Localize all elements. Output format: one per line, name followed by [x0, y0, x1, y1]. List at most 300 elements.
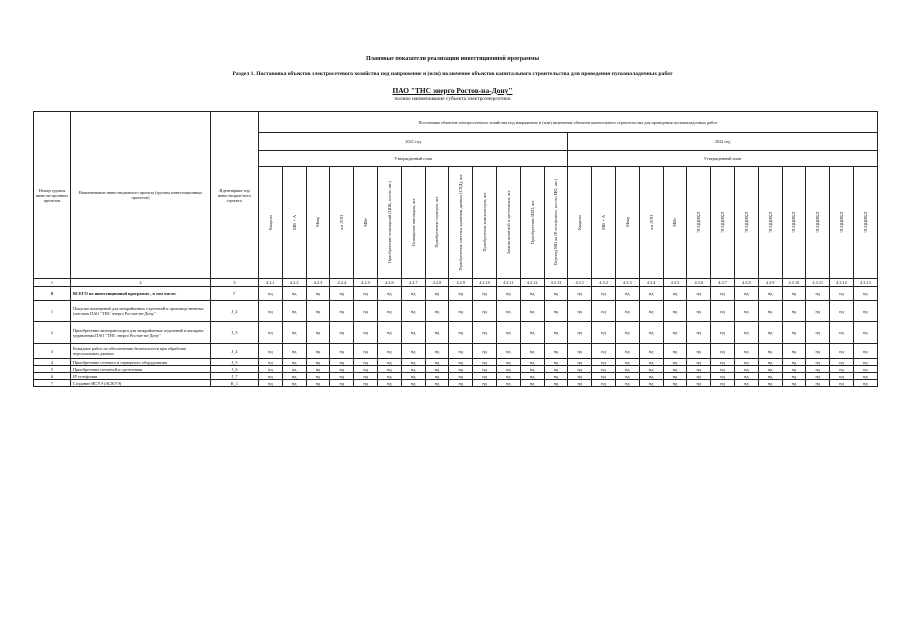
investment-plan-table [33, 111, 878, 387]
row-value-cell: нд [853, 287, 877, 301]
row-project-id: J_6 [211, 366, 259, 373]
row-value-cell: нд [496, 322, 520, 344]
row-value-cell: нд [687, 366, 711, 373]
row-value-cell: нд [830, 322, 854, 344]
row-value-cell: нд [687, 287, 711, 301]
header-subcolumn [520, 167, 544, 279]
row-value-cell: нд [377, 344, 401, 359]
row-value-cell: нд [473, 287, 497, 301]
row-group-number: 3 [34, 344, 71, 359]
row-value-cell: нд [473, 373, 497, 380]
row-value-cell: нд [711, 287, 735, 301]
column-number: 4.2.11 [496, 279, 520, 287]
row-value-cell: нд [473, 359, 497, 366]
row-project-name: Покупка помещений для межрайонных отделений и производственных участков ПАО "ТНС энерго Ростов-на-Дону" [71, 301, 211, 322]
row-value-cell: нд [687, 380, 711, 387]
row-value-cell: нд [377, 287, 401, 301]
row-value-cell: нд [425, 301, 449, 322]
row-value-cell: нд [639, 359, 663, 366]
row-value-cell: нд [259, 301, 283, 322]
row-value-cell: нд [758, 322, 782, 344]
row-value-cell: нд [592, 344, 616, 359]
column-number: 4.2.1 [259, 279, 283, 287]
section-title: Раздел 1. Постановка объектов электросетевого хозяйства под напряжение и (или) включение объектов капитального строительства для проведения пусконаладочных работ [232, 71, 673, 77]
row-value-cell: нд [520, 322, 544, 344]
row-value-cell: нд [496, 344, 520, 359]
column-number: 4.2.6 [377, 279, 401, 287]
header-subcolumn [568, 167, 592, 279]
row-value-cell: нд [496, 287, 520, 301]
row-value-cell: нд [592, 359, 616, 366]
row-value-cell: нд [711, 380, 735, 387]
row-value-cell: нд [782, 287, 806, 301]
row-value-cell: нд [806, 344, 830, 359]
column-number: 4.2.8 [425, 279, 449, 287]
row-value-cell: нд [354, 380, 378, 387]
column-number: 4.3.6 [687, 279, 711, 287]
row-project-id: J_2 [211, 301, 259, 322]
header-project-id: Идентифика-тор инвестицион-ного проекта [211, 112, 259, 279]
row-value-cell: нд [711, 359, 735, 366]
row-value-cell: нд [425, 380, 449, 387]
row-value-cell: нд [449, 301, 473, 322]
row-value-cell: нд [853, 322, 877, 344]
row-value-cell: нд [734, 287, 758, 301]
row-project-id: J_7 [211, 373, 259, 380]
row-value-cell: нд [782, 301, 806, 322]
header-subcolumn [306, 167, 330, 279]
row-value-cell: нд [806, 287, 830, 301]
row-value-cell: нд [568, 380, 592, 387]
row-value-cell: нд [473, 301, 497, 322]
row-value-cell: нд [544, 366, 568, 373]
header-subcolumn-label: Оснащение автопарка, шт. [410, 197, 416, 247]
header-subcolumn [687, 167, 711, 279]
row-value-cell: нд [306, 380, 330, 387]
row-value-cell: нд [734, 366, 758, 373]
row-value-cell: нд [449, 366, 473, 373]
row-value-cell: нд [473, 344, 497, 359]
row-value-cell: нд [639, 380, 663, 387]
row-value-cell: нд [425, 366, 449, 373]
header-subcolumn [592, 167, 616, 279]
header-subcolumn-label: ЭСЦЦИКЛ [696, 211, 702, 233]
header-subcolumn [377, 167, 401, 279]
row-value-cell: нд [354, 359, 378, 366]
row-project-name: IP телефония [71, 373, 211, 380]
table-row [34, 380, 878, 387]
column-number: 4.2.12 [520, 279, 544, 287]
row-value-cell: нд [425, 287, 449, 301]
row-value-cell: нд [568, 287, 592, 301]
row-value-cell: нд [568, 359, 592, 366]
header-subcolumn-label: Приобретение серверов, шт. [434, 196, 440, 248]
header-year-2022: 2022 год [568, 133, 877, 151]
table-row [34, 344, 878, 359]
row-value-cell: нд [758, 373, 782, 380]
header-subcolumn-label: ЭСЦЦИКЛ [720, 211, 726, 233]
row-value-cell: нд [259, 366, 283, 373]
row-value-cell: нд [734, 373, 758, 380]
row-value-cell: нд [592, 380, 616, 387]
row-value-cell: нд [425, 373, 449, 380]
row-value-cell: нд [592, 366, 616, 373]
header-subcolumn [734, 167, 758, 279]
row-value-cell: нд [758, 301, 782, 322]
row-value-cell: нд [306, 322, 330, 344]
header-subcolumn-label: ЭСЦЦИКЛ [767, 211, 773, 233]
row-value-cell: нд [734, 380, 758, 387]
row-value-cell: нд [330, 322, 354, 344]
header-subcolumn-label: км ЛЭП [339, 214, 345, 230]
header-subcolumn [830, 167, 854, 279]
row-value-cell: нд [615, 366, 639, 373]
header-subcolumn [615, 167, 639, 279]
row-value-cell: нд [306, 373, 330, 380]
row-value-cell: нд [449, 380, 473, 387]
row-value-cell: нд [377, 322, 401, 344]
report-title: Плановые показатели реализации инвестиционной программы [365, 56, 540, 62]
row-value-cell: нд [830, 380, 854, 387]
row-value-cell: нд [282, 301, 306, 322]
row-value-cell: нд [734, 344, 758, 359]
header-subcolumn [425, 167, 449, 279]
header-subcolumn-label: Приобретение ИБП, шт. [529, 199, 535, 245]
row-value-cell: нд [853, 373, 877, 380]
table-row [34, 366, 878, 373]
header-subcolumn-label: МВ×А [291, 214, 297, 230]
row-value-cell: нд [782, 380, 806, 387]
row-value-cell: нд [806, 373, 830, 380]
row-project-name: Приобретение печатной и оргтехники [71, 366, 211, 373]
row-group-number: 1 [34, 301, 71, 322]
row-value-cell: нд [377, 359, 401, 366]
row-value-cell: нд [592, 287, 616, 301]
table-row [34, 301, 878, 322]
row-value-cell: нд [259, 344, 283, 359]
row-value-cell: нд [259, 322, 283, 344]
row-value-cell: нд [663, 344, 687, 359]
row-value-cell: нд [401, 344, 425, 359]
column-number: 2 [71, 279, 211, 287]
row-value-cell: нд [449, 287, 473, 301]
row-value-cell: нд [830, 287, 854, 301]
header-subcolumn-label: ЭСЦЦИКЛ [815, 211, 821, 233]
row-value-cell: нд [354, 322, 378, 344]
header-subcolumn-label: Квартал [267, 214, 273, 230]
header-approved-plan-2022: Утвержденный план [568, 151, 877, 167]
row-value-cell: нд [259, 359, 283, 366]
row-value-cell: нд [425, 322, 449, 344]
column-number: 4.2.3 [306, 279, 330, 287]
row-value-cell: нд [687, 344, 711, 359]
row-group-number: 2 [34, 322, 71, 344]
row-value-cell: нд [473, 366, 497, 373]
row-project-id: К_1 [211, 380, 259, 387]
row-value-cell: нд [520, 373, 544, 380]
column-number: 1 [34, 279, 71, 287]
row-value-cell: нд [520, 366, 544, 373]
header-subcolumn-label: Мвар [624, 217, 630, 227]
row-value-cell: нд [354, 287, 378, 301]
row-project-name: Приобретение автотранспорта для межрайонных отделений и аппарата управления ПАО "ТНС энерго Ростов-на-Дону" [71, 322, 211, 344]
header-subcolumn [663, 167, 687, 279]
row-value-cell: нд [806, 380, 830, 387]
row-value-cell: нд [711, 301, 735, 322]
column-number: 3 [211, 279, 259, 287]
row-value-cell: нд [259, 287, 283, 301]
header-project-name: Наименование инвестиционного проекта (группы инвестиционных проектов) [71, 112, 211, 279]
header-subcolumn [544, 167, 568, 279]
header-subcolumn-label: Мвар [315, 217, 321, 227]
row-value-cell: нд [711, 344, 735, 359]
row-value-cell: нд [663, 359, 687, 366]
row-value-cell: нд [520, 359, 544, 366]
row-value-cell: нд [711, 373, 735, 380]
row-value-cell: нд [330, 344, 354, 359]
row-project-name: Комадное рабоч по обеспечению безопасности при обработке персональных данных [71, 344, 211, 359]
row-group-number: 5 [34, 366, 71, 373]
row-value-cell: нд [496, 366, 520, 373]
header-subcolumn-label: ЭСЦЦИКЛ [791, 211, 797, 233]
header-subcolumn-label: Приобретение системы хранения данных (СХД), шт. [458, 173, 464, 271]
row-project-name: ВСЕГО по инвестиционной программе , в том числе: [71, 287, 211, 301]
header-subcolumn [259, 167, 283, 279]
row-value-cell: нд [830, 359, 854, 366]
row-value-cell: нд [806, 301, 830, 322]
row-value-cell: нд [806, 322, 830, 344]
row-value-cell: нд [663, 380, 687, 387]
row-value-cell: нд [377, 366, 401, 373]
row-value-cell: нд [377, 301, 401, 322]
header-subcolumn [401, 167, 425, 279]
row-value-cell: нд [592, 373, 616, 380]
header-subcolumn [639, 167, 663, 279]
row-value-cell: нд [782, 359, 806, 366]
header-year-2021: 2021 год [259, 133, 568, 151]
row-value-cell: нд [687, 301, 711, 322]
row-value-cell: нд [401, 366, 425, 373]
row-project-id: J_4 [211, 344, 259, 359]
row-value-cell: нд [853, 366, 877, 373]
row-value-cell: нд [663, 287, 687, 301]
row-project-name: Создание ИСУЭ (АСКУЭ) [71, 380, 211, 387]
row-value-cell: нд [758, 359, 782, 366]
column-number: 4.3.8 [734, 279, 758, 287]
row-value-cell: нд [568, 322, 592, 344]
row-value-cell: нд [615, 344, 639, 359]
row-value-cell: нд [401, 287, 425, 301]
row-value-cell: нд [687, 373, 711, 380]
row-value-cell: нд [615, 373, 639, 380]
row-value-cell: нд [639, 366, 663, 373]
table-row [34, 287, 878, 301]
header-subcolumn [496, 167, 520, 279]
row-value-cell: нд [830, 344, 854, 359]
row-value-cell: нд [544, 287, 568, 301]
row-value-cell: нд [282, 373, 306, 380]
column-number: 4.3.11 [806, 279, 830, 287]
column-number: 4.3.3 [615, 279, 639, 287]
row-value-cell: нд [782, 344, 806, 359]
row-value-cell: нд [520, 380, 544, 387]
row-value-cell: нд [853, 344, 877, 359]
row-value-cell: нд [544, 373, 568, 380]
column-number: 4.3.10 [782, 279, 806, 287]
row-value-cell: нд [711, 322, 735, 344]
row-value-cell: нд [639, 344, 663, 359]
row-value-cell: нд [354, 301, 378, 322]
row-value-cell: нд [354, 373, 378, 380]
column-number: 4.2.10 [473, 279, 497, 287]
row-value-cell: нд [592, 301, 616, 322]
row-value-cell: нд [782, 366, 806, 373]
row-value-cell: нд [544, 301, 568, 322]
row-value-cell: нд [330, 366, 354, 373]
row-group-number: 0 [34, 287, 71, 301]
header-subcolumn-label: Перевод МО на IP телефонию, кол-во МО, шт.) [553, 178, 559, 266]
row-value-cell: нд [568, 301, 592, 322]
row-value-cell: нд [354, 366, 378, 373]
column-number: 4.3.1 [568, 279, 592, 287]
row-value-cell: нд [377, 373, 401, 380]
row-value-cell: нд [639, 373, 663, 380]
column-number: 4.3.13 [853, 279, 877, 287]
row-value-cell: нд [449, 373, 473, 380]
row-value-cell: нд [473, 322, 497, 344]
row-value-cell: нд [449, 322, 473, 344]
row-value-cell: нд [306, 344, 330, 359]
header-subcolumn [473, 167, 497, 279]
row-value-cell: нд [306, 366, 330, 373]
row-value-cell: нд [853, 380, 877, 387]
row-value-cell: нд [615, 322, 639, 344]
row-value-cell: нд [663, 366, 687, 373]
row-value-cell: нд [711, 366, 735, 373]
row-value-cell: нд [615, 287, 639, 301]
column-number: 4.3.4 [639, 279, 663, 287]
row-value-cell: нд [615, 380, 639, 387]
row-value-cell: нд [330, 287, 354, 301]
row-project-id: J_3 [211, 322, 259, 344]
row-value-cell: нд [853, 301, 877, 322]
row-value-cell: нд [330, 301, 354, 322]
column-number: 4.3.7 [711, 279, 735, 287]
column-number: 4.3.2 [592, 279, 616, 287]
column-number: 4.2.9 [449, 279, 473, 287]
row-value-cell: нд [401, 322, 425, 344]
row-value-cell: нд [544, 344, 568, 359]
row-value-cell: нд [259, 380, 283, 387]
row-project-id: J_5 [211, 359, 259, 366]
row-value-cell: нд [663, 373, 687, 380]
row-value-cell: нд [568, 344, 592, 359]
header-subcolumn [806, 167, 830, 279]
header-subcolumn-label: ЭСЦЦИКЛ [839, 211, 845, 233]
row-value-cell: нд [758, 366, 782, 373]
header-subcolumn-label: Квартал [577, 214, 583, 230]
row-value-cell: нд [449, 344, 473, 359]
header-subcolumn [282, 167, 306, 279]
row-group-number: 7 [34, 380, 71, 387]
table-row [34, 359, 878, 366]
column-number: 4.2.4 [330, 279, 354, 287]
row-value-cell: нд [330, 359, 354, 366]
row-value-cell: нд [282, 322, 306, 344]
row-value-cell: нд [687, 359, 711, 366]
row-value-cell: нд [330, 380, 354, 387]
column-number: 4.2.2 [282, 279, 306, 287]
header-subcolumn-label: Приобретение помещений (ЦОК, кол-во шт.) [386, 180, 392, 264]
organization-name: ПАО "ТНС энерго Ростов-на-Дону" [392, 86, 513, 95]
header-subcolumn-label: ЭСЦЦИКЛ [743, 211, 749, 233]
row-value-cell: нд [639, 301, 663, 322]
header-subcolumn [354, 167, 378, 279]
row-value-cell: нд [544, 380, 568, 387]
header-subcolumn [758, 167, 782, 279]
row-value-cell: нд [830, 366, 854, 373]
row-project-id: Г [211, 287, 259, 301]
row-value-cell: нд [734, 322, 758, 344]
header-group-number: Номер группы инвести-ционных проектов [34, 112, 71, 279]
row-value-cell: нд [282, 359, 306, 366]
row-value-cell: нд [758, 380, 782, 387]
header-approved-plan-2021: Утвержденный план [259, 151, 568, 167]
header-subcolumn-label: ЭСЦЦИКЛ [862, 211, 868, 233]
row-value-cell: нд [259, 373, 283, 380]
row-value-cell: нд [496, 359, 520, 366]
header-subcolumn [449, 167, 473, 279]
header-subcolumn-label: МВт [672, 217, 678, 227]
row-value-cell: нд [734, 359, 758, 366]
row-value-cell: нд [401, 373, 425, 380]
row-value-cell: нд [496, 301, 520, 322]
row-value-cell: нд [401, 301, 425, 322]
row-value-cell: нд [758, 287, 782, 301]
column-number: 4.3.12 [830, 279, 854, 287]
column-number: 4.2.5 [354, 279, 378, 287]
row-value-cell: нд [758, 344, 782, 359]
row-value-cell: нд [282, 380, 306, 387]
column-number: 4.3.9 [758, 279, 782, 287]
row-value-cell: нд [544, 322, 568, 344]
row-value-cell: нд [330, 373, 354, 380]
row-value-cell: нд [282, 344, 306, 359]
row-value-cell: нд [639, 322, 663, 344]
row-value-cell: нд [282, 287, 306, 301]
header-subcolumn-label: МВт [363, 217, 369, 227]
row-value-cell: нд [830, 301, 854, 322]
row-value-cell: нд [782, 322, 806, 344]
row-value-cell: нд [520, 344, 544, 359]
row-value-cell: нд [568, 373, 592, 380]
header-subcolumn [330, 167, 354, 279]
row-value-cell: нд [806, 366, 830, 373]
table-row [34, 373, 878, 380]
row-value-cell: нд [615, 301, 639, 322]
row-value-cell: нд [615, 359, 639, 366]
column-number: 4.2.7 [401, 279, 425, 287]
row-value-cell: нд [401, 380, 425, 387]
row-value-cell: нд [425, 344, 449, 359]
row-value-cell: нд [830, 373, 854, 380]
row-project-name: Приобретение сетевого и серверного оборудования [71, 359, 211, 366]
row-value-cell: нд [782, 373, 806, 380]
row-value-cell: нд [354, 344, 378, 359]
row-group-number: 4 [34, 359, 71, 366]
row-value-cell: нд [663, 301, 687, 322]
column-number: 4.2.13 [544, 279, 568, 287]
